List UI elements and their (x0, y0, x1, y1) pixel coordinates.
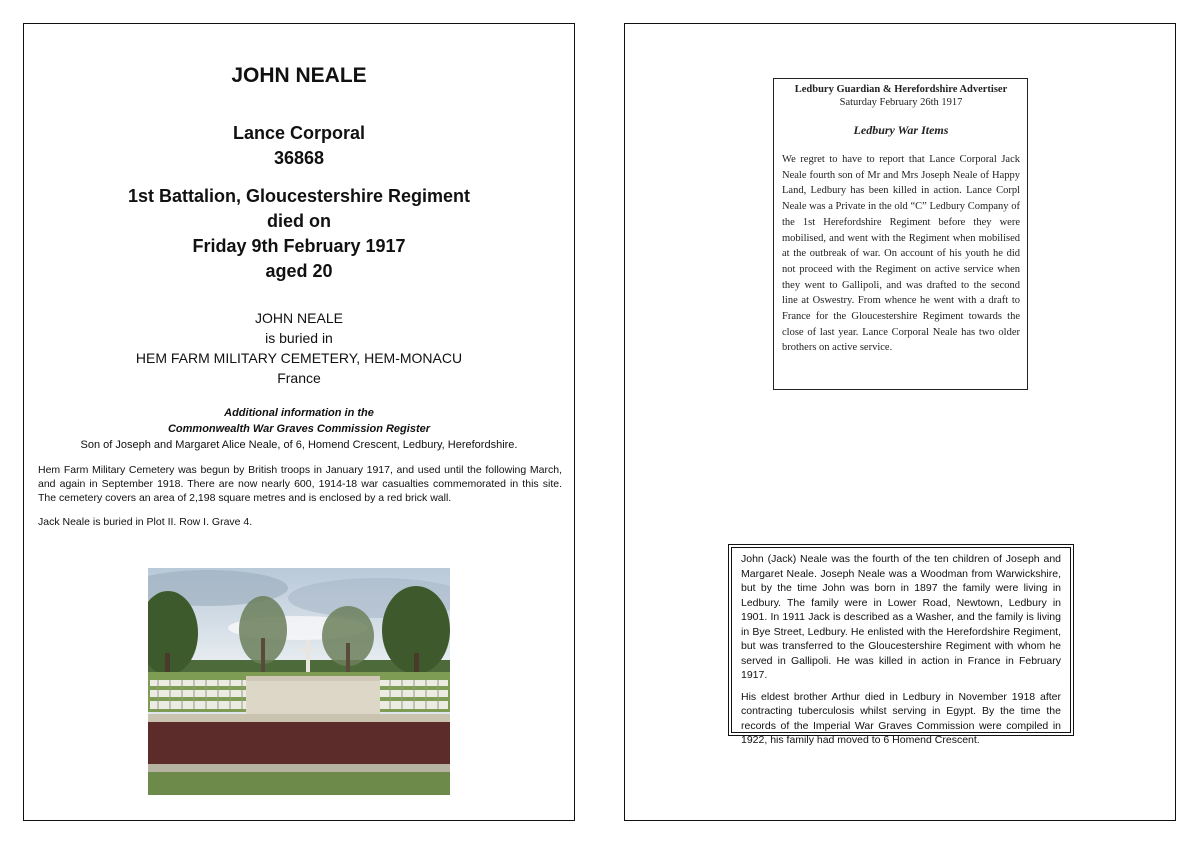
newspaper-clipping (773, 78, 1028, 390)
right-page (624, 23, 1176, 821)
age: aged 20 (265, 261, 333, 281)
newspaper-body: We regret to have to report that Lance Corporal Jack Neale fourth son of Mr and Mrs Joseph Neale of Happy Land, Ledbury has been killed in action. Lance Corpl Neale was a Private in the old “C” Ledbury Company of the 1st Herefordshire Regiment before they were mobilised, and went with the Regiment when mobilised at the outbreak of war. On account of his youth he did not proceed with the Regiment on active service when they went to Gallipoli, and was drafted to the second line at Oswestry. From whence he went with a draft to France for the Gloucestershire Regiment towards the close of last year. Lance Corporal Neale has two older brothers on active service. (782, 154, 1020, 354)
cemetery-paragraph: Hem Farm Military Cemetery was begun by British troops in January 1917, and used until the following March, and again in September 1918. There are now nearly 600, 1914-18 war casualties commemorated in this site. The cemetery covers an area of 2,198 square metres and is enclosed by a red brick wall. (38, 464, 562, 504)
date-of-death: Friday 9th February 1917 (192, 236, 406, 256)
died-on-label: died on (267, 211, 331, 231)
newspaper-title: Ledbury Guardian & Herefordshire Advertiser (794, 84, 1008, 95)
biography-paragraph-1: John (Jack) Neale was the fourth of the ten children of Joseph and Margaret Neale. Joseph Neale was a Woodman from Warwickshire, but by the time John was born in 1897 the family were living in Ledbury. The family were in Lower Road, Newtown, Ledbury in 1901. In 1911 Jack is described as a Washer, and the family is living in Bye Street, Ledbury. He enlisted with the Herefordshire Regiment, but was transferred to the Gloucestershire Regiment with whom he served in Gallipoli. He was killed in action in France in February 1917. (741, 553, 1061, 681)
cwgc-heading-line2: Commonwealth War Graves Commission Register (167, 423, 431, 435)
plot-paragraph: Jack Neale is buried in Plot II. Row I. Grave 4. (38, 516, 253, 528)
rank-block (24, 121, 574, 171)
unit-block (24, 184, 574, 284)
biography-paragraph-2: His eldest brother Arthur died in Ledbury in November 1918 after contracting tuberculosis whilst serving in Egypt. By the time the records of the Imperial War Graves Commission were compiled in 1922, his family had moved to 6 Homend Crescent. (741, 690, 1061, 746)
unit: 1st Battalion, Gloucestershire Regiment (127, 186, 471, 206)
service-number: 36868 (273, 148, 325, 168)
newspaper-date: Saturday February 26th 1917 (839, 97, 963, 108)
country: France (277, 370, 321, 386)
soldier-name-title: JOHN NEALE (231, 64, 367, 87)
cwgc-detail: Son of Joseph and Margaret Alice Neale, of 6, Homend Crescent, Ledbury, Herefordshire. (80, 439, 518, 451)
cwgc-heading-line1: Additional information in the (224, 407, 374, 419)
burial-name: JOHN NEALE (255, 310, 343, 326)
biography-box (728, 544, 1074, 746)
cwgc-block (24, 405, 574, 453)
rank: Lance Corporal (232, 123, 366, 143)
left-page (23, 23, 575, 821)
cemetery-photo (148, 568, 450, 795)
newspaper-section: Ledbury War Items (853, 123, 949, 137)
burial-block (24, 308, 574, 388)
cemetery-name: HEM FARM MILITARY CEMETERY, HEM-MONACU (135, 350, 463, 366)
is-buried-in: is buried in (265, 330, 333, 346)
